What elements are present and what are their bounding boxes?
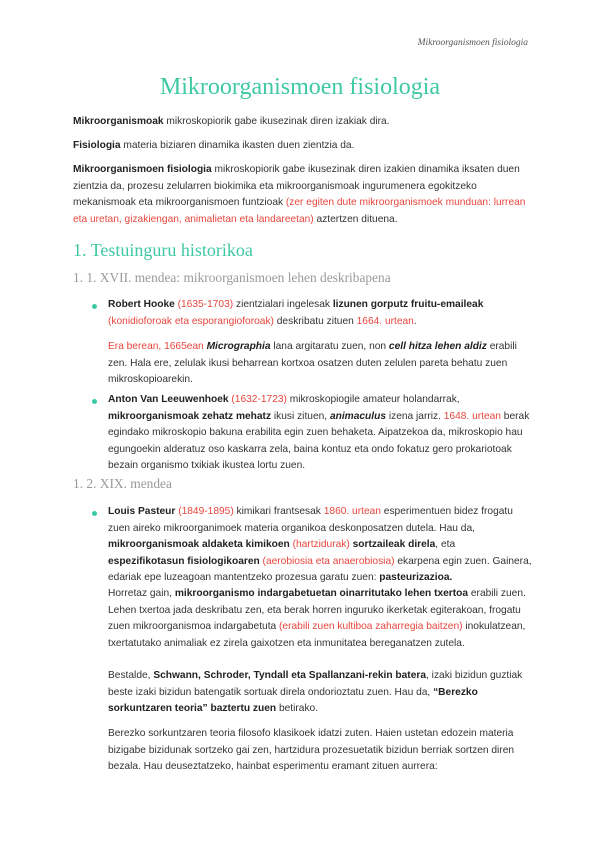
hooke-paragraph: [108, 297, 532, 330]
years: (1635-1703): [174, 299, 234, 310]
bold-text: pasteurizazioa.: [379, 572, 453, 583]
text: Berezko sorkuntzaren teoria filosofo klasikoek idatzi zuten. Haien ustetan edozein materia bizigabe bizidunak sortzeko gai zen, hartzidura prozesuetatik bizidun berriak sortzen diren bezala. Hau deuseztatzeko, hainbat esperimentu eramant zituen aurrera:: [108, 728, 515, 772]
highlight-text: 1860. urtean: [323, 506, 381, 517]
term: Mikroorganismoen fisiologia: [73, 164, 212, 175]
bold-text: lizunen gorputz fruitu-emaileak: [332, 299, 484, 310]
hooke-paragraph-2: [108, 339, 532, 389]
text: aztertzen dituena.: [313, 213, 398, 225]
text: berak egindako mikroskopio bakuna erabilita egin zuen behaketa. Aipatzekoa da, mikroskopio hau egungoekin alderatuz oso kaskarra zela, baina kontuz eta ondo fokatuz gero prokariotoak bezain organismo txikiak ikustea lortu zuen.: [108, 410, 530, 471]
pasteur-paragraph-4: [108, 726, 532, 776]
text: erabili zuen. Lehen txertoa jada deskribatu zen, eta berak horren inguruko ikerketak egiterakoan, frogatu zuen mikroorganismoa indargabetuta: [108, 588, 526, 632]
text: ikusi zituen,: [271, 410, 330, 422]
years: (1632-1723): [228, 394, 287, 405]
pasteur-paragraph: [108, 504, 532, 587]
subsection-heading-1-2: 1. 2. XIX. mendea: [73, 476, 172, 491]
section-heading-1: 1. Testuinguru historikoa: [73, 240, 253, 260]
text: lana argitaratu zuen, non: [270, 341, 389, 352]
bullet-dot: [92, 399, 97, 404]
text: , eta: [435, 539, 456, 550]
bullet-dot: [92, 511, 97, 516]
text: , izaki bizidun guztiak beste izaki bizidun batengatik sortuak direla ondorioztatu zuen. Hau da,: [108, 670, 523, 698]
term: Mikroorganismoak: [73, 116, 164, 127]
person-name: Louis Pasteur: [108, 506, 176, 517]
highlight-text: (hartzidurak): [289, 539, 350, 550]
text: zientzialari ingelesak: [233, 299, 333, 310]
page-title: Mikroorganismoen fisiologia: [159, 74, 441, 100]
bold-text: espezifikotasun fisiologikoaren: [108, 555, 260, 567]
highlight-text: Era berean, 1665ean: [108, 341, 204, 352]
highlight-text: 1648. urtean: [443, 410, 501, 422]
text: erabili zen. Hala ere, zelulak ikusi beharrean kortxoa osatzen duten zelulen pareta behatu zuen mikroskopioarekin.: [108, 341, 517, 385]
text: materia biziaren dinamika ikasten duen zientzia da.: [120, 140, 355, 151]
intro-paragraph-1: [73, 114, 533, 131]
running-header: Mikroorganismoen fisiologia: [417, 38, 528, 48]
text: mikroskopiorik gabe ikusezinak diren izakien dinamika iksaten duen zientzia da, prozesu zelularren biokimika eta mikroorganismoak ingurumenera egokitzeko mekanismoak eta mikroorganismoen funtzioak: [73, 164, 520, 208]
text: betirako.: [276, 703, 319, 714]
person-name: Anton Van Leeuwenhoek: [108, 394, 229, 405]
text: deskribatu zituen: [273, 315, 357, 327]
person-name: Robert Hooke: [108, 299, 175, 310]
highlight-text: (aerobiosia eta anaerobiosia): [259, 555, 395, 567]
text: Horretaz gain,: [108, 588, 175, 599]
highlight-text: (erabili zuen kultiboa zaharregia baitzen): [279, 621, 463, 632]
leeuwenhoek-paragraph: [108, 392, 532, 475]
pasteur-paragraph-3: [108, 668, 532, 718]
intro-paragraph-2: [73, 138, 533, 155]
highlight-text: (konidioforoak eta esporangioforoak): [108, 315, 274, 327]
highlight-text: 1664. urtean: [356, 315, 414, 327]
text: ekarpena egin zuen. Gainera, edariak epe luzeagoan mantentzeko prozesua garatu zuen:: [108, 555, 532, 583]
bold-text: “Berezko sorkuntzaren teoria” baztertu zuen: [108, 686, 478, 714]
text: Bestalde,: [108, 670, 154, 681]
bullet-dot: [92, 304, 97, 309]
text: mikroskopiogile amateur holandarrak,: [286, 394, 460, 405]
intro-paragraph-3: [73, 162, 535, 228]
text: .: [413, 315, 417, 327]
text: kimikari frantsesak: [233, 506, 324, 517]
text: izena jarriz.: [386, 410, 444, 422]
bold-text: mikroorganismoak aldaketa kimikoen: [108, 539, 290, 550]
highlight-text: (zer egiten dute mikroorganismoek munduan: lurrean eta uretan, gizakiengan, animalietan eta landareetan): [73, 197, 526, 225]
work-title: Micrographia: [203, 341, 271, 352]
text: inokulatzean, txertatutako animaliak ez zirela gaixotzen eta inmunitatea bereganatzen zutela.: [108, 621, 526, 649]
bold-text: mikroorganismoak zehatz mehatz: [108, 410, 272, 422]
bold-text: mikroorganismo indargabetuetan oinarritutako lehen txertoa: [174, 588, 469, 599]
years: (1849-1895): [175, 506, 234, 517]
text: mikroskopiorik gabe ikusezinak diren izakiak dira.: [163, 116, 390, 127]
bold-text: sortzaileak direla: [349, 539, 436, 550]
subsection-heading-1-1: 1. 1. XVII. mendea: mikroorganismoen lehen deskribapena: [73, 270, 391, 285]
bold-text: Schwann, Schroder, Tyndall eta Spallanzani-rekin batera: [153, 670, 427, 681]
text: esperimentuen bidez frogatu zuen aireko mikroorganimoek materia organikoa deskonposatzen dutela. Hau da,: [108, 506, 513, 534]
term: Fisiologia: [73, 140, 121, 151]
bold-italic-text: cell hitza lehen aldiz: [388, 341, 487, 352]
pasteur-paragraph-2: [108, 586, 532, 652]
bold-italic-text: animaculus: [329, 410, 386, 422]
